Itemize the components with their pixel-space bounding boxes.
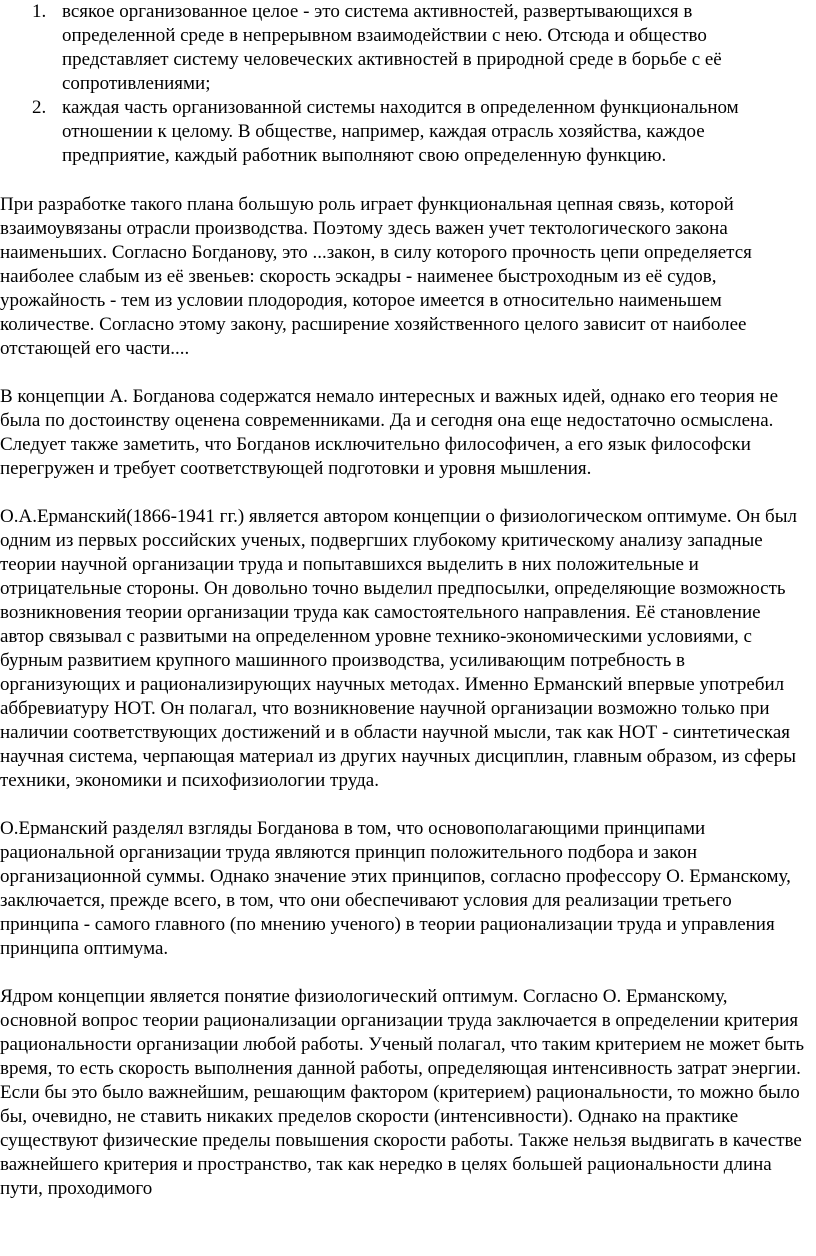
paragraph-physiological-optimum: Ядром концепции является понятие физиологический оптимум. Согласно О. Ерманскому, основной вопрос теории рационализации организации труда заключается в определении критерия рациональности организации любой работы. Ученый полагал, что таким критерием не может быть время, то есть скорость выполнения данной работы, определяющая интенсивность затрат энергии. Если бы это было важнейшим, решающим фактором (критерием) рациональности, то можно было бы, очевидно, не ставить никаких пределов скорости (интенсивности). Однако на практике существуют физические пределы повышения скорости работы. Также нельзя выдвигать в качестве важнейшего критерия и пространство, так как нередко в целях большей рациональности длина пути, проходимого: [0, 986, 805, 1199]
list-item-number: 1.: [32, 1, 47, 22]
numbered-list: [0, 0, 806, 168]
list-item-number: 2.: [32, 97, 47, 118]
paragraph-tectology-law: При разработке такого плана большую роль играет функциональная цепная связь, которой взаимоувязаны отрасли производства. Поэтому здесь важен учет тектологического закона наименьших. Согласно Богданову, это ...закон, в силу которого прочность цепи определяется наиболее слабым из её звеньев: скорость эскадры - наименее быстроходным из её судов, урожайность - тем из условии плодородия, которое имеется в относительно наименьшем количестве. Согласно этому закону, расширение хозяйственного целого зависит от наиболее отстающей его части....: [0, 194, 752, 359]
paragraph-ermansky-intro: О.А.Ерманский(1866-1941 гг.) является автором концепции о физиологическом оптимуме. Он был одним из первых российских ученых, подвергших глубокому критическому анализу западные теории научной организации труда и попытавшихся выделить в них положительные и отрицательные стороны. Он довольно точно выделил предпосылки, определяющие возможность возникновения теории организации труда как самостоятельного направления. Её становление автор связывал с развитыми на определенном уровне технико-экономическими условиями, с бурным развитием крупного машинного производства, усиливающим потребность в организующих и рационализирующих научных методах. Именно Ерманский впервые употребил аббревиатуру НОТ. Он полагал, что возникновение научной организации возможно только при наличии соответствующих достижений и в области научной мысли, так как НОТ - синтетическая научная система, черпающая материал из других научных дисциплин, главным образом, из сферы техники, экономики и психофизиологии труда.: [0, 506, 797, 791]
list-item: [0, 0, 806, 96]
list-item-text: каждая часть организованной системы находится в определенном функциональном отношении к целому. В обществе, например, каждая отрасль хозяйства, каждое предприятие, каждый работник выполняют свою определенную функцию.: [62, 97, 739, 166]
paragraph-bogdanov-concept: В концепции А. Богданова содержатся немало интересных и важных идей, однако его теория не была по достоинству оценена современниками. Да и сегодня она еще недостаточно осмыслена. Следует также заметить, что Богданов исключительно философичен, а его язык философски перегружен и требует соответствующей подготовки и уровня мышления.: [0, 386, 779, 479]
list-item: [0, 96, 806, 168]
paragraph-ermansky-principles: О.Ерманский разделял взгляды Богданова в том, что основополагающими принципами рациональной организации труда являются принцип положительного подбора и закон организационной суммы. Однако значение этих принципов, согласно профессору О. Ерманскому, заключается, прежде всего, в том, что они обеспечивают условия для реализации третьего принципа - самого главного (по мнению ученого) в теории рационализации труда и управления принципа оптимума.: [0, 818, 791, 959]
list-item-text: всякое организованное целое - это система активностей, развертывающихся в определенной среде в непрерывном взаимодействии с нею. Отсюда и общество представляет систему человеческих активностей в природной среде в борьбе с её сопротивлениями;: [62, 1, 722, 94]
